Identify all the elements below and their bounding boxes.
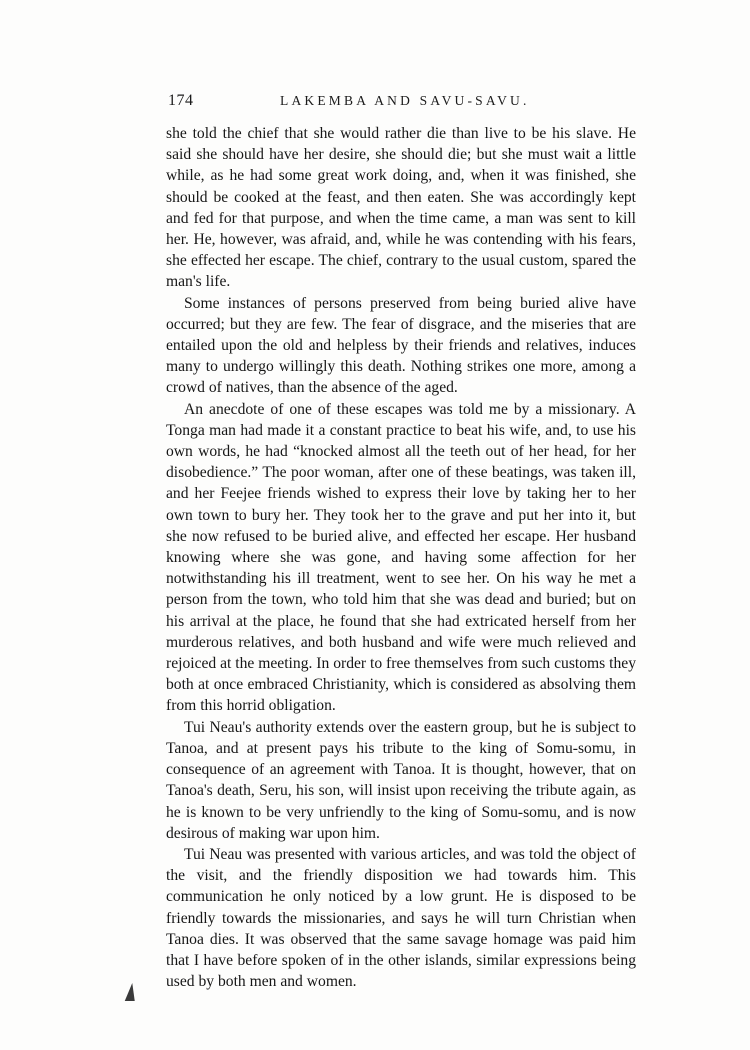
body-text (166, 123, 636, 992)
scan-edge-mark (125, 983, 138, 1001)
paragraph: Tui Neau was presented with various articles, and was told the object of the visit, and the friendly disposition we had towards him. This communication he only noticed by a low grunt. He is disposed to be friendly towards the missionaries, and says he will turn Christian when Tanoa dies. It was observed that the same savage homage was paid him that I have before spoken of in the other islands, similar expressions being used by both men and women. (166, 845, 636, 991)
page-header (168, 92, 636, 116)
paragraph: An anecdote of one of these escapes was told me by a missionary. A Tonga man had made it a constant practice to beat his wife, and, to use his own words, he had “knocked almost all the teeth out of her head, for her disobedience.” The poor woman, after one of these beatings, was taken ill, and her Feejee friends wished to express their love by taking her to her own town to bury her. They took her to the grave and put her into it, but she now refused to be buried alive, and effected her escape. Her husband knowing where she was gone, and having some affection for her notwithstanding his ill treatment, went to see her. On his way he met a person from the town, who told him that she was dead and buried; but on his arrival at the place, he found that she had extricated herself from her murderous relatives, and both husband and wife were much relieved and rejoiced at the meeting. In order to free themselves from such customs they both at once embraced Christianity, which is considered as absolving them from this horrid obligation. (166, 400, 636, 715)
paragraph: Tui Neau's authority extends over the eastern group, but he is subject to Tanoa, and at present pays his tribute to the king of Somu-somu, in consequence of an agreement with Tanoa. It is thought, however, that on Tanoa's death, Seru, his son, will insist upon receiving the tribute again, as he is known to be very unfriendly to the king of Somu-somu, and is now desirous of making war upon him. (166, 718, 636, 842)
running-head: LAKEMBA AND SAVU-SAVU. (280, 93, 530, 108)
paragraph-continued: she told the chief that she would rather die than live to be his slave. He said she should have her desire, she should die; but she must wait a little while, as he had some great work doing, and, when it was finished, she should be cooked at the feast, and then eaten. She was accordingly kept and fed for that purpose, and when the time came, a man was sent to kill her. He, however, was afraid, and, while he was contending with his fears, she effected her escape. The chief, contrary to the usual custom, spared the man's life. (166, 125, 636, 291)
paragraph: Some instances of persons preserved from being buried alive have occurred; but they are few. The fear of disgrace, and the miseries that are entailed upon the old and helpless by their friends and relatives, induces many to undergo willingly this death. Nothing strikes one more, among a crowd of natives, than the absence of the aged. (166, 294, 636, 397)
page-number: 174 (168, 92, 194, 109)
